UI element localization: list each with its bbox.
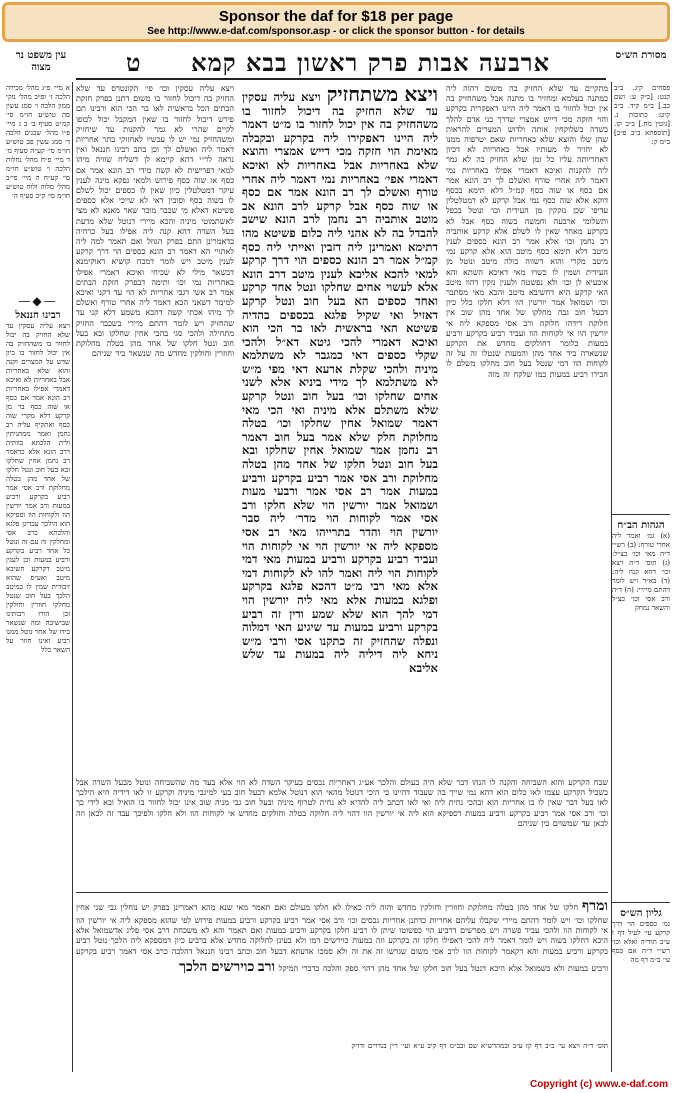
bottom-tosafot-body: חלקו של אחד מהן בטלה מחלוקת וחוזרין וחולקין מחדש והוה ליה כאילו לא חלקו מעולם ואם תאמר מאי שנא מהא דאמרינן בפרק יש נוחלין גבי שני אחין שחלקו וכו׳ ויש לומר דהתם מיירי שקבלו עליהם אחריות כדתנן אחריות נכסים וכו׳ ורב אסי אמר רביע בקרקע ורביע במעות פירוש לפי שהוא מספקא ליה אי יורשין הוו אי לקוחות הוו ולהכי עביד פשרה ויש מפרשים דרביע הוי כפשוטו שיתן לו רביע חלקו בקרקע ורביע במעות ואם תאמר והא לא משכחת דרב אסי פליג אדשמואל אלא היכא דחלקו בשוה ויש לומר דאמר ליה להכי דאפילו חלקו זה בקרקע וזה במעות כוירשים דמו ולא בעינן לחלוקה מחדש אלא ברביע כיון דמספקא ליה הלכך נוטל רביע בקרקע ורביע במעות והא דקאמר לקוחות הוו לרב אסי משום שגרשו זה את זה ולא סמכו אדעתא דבעל חוב וכתב רבינו חננאל דהלכה כרב אסי דאמר רביע בקרקע ורביע במעות ולא כשמואל אלא היכא דנטל בעל חוב חלקו של אחד מהן דהוי ספק והלכה כדברי המיקל <box>76 903 608 973</box>
bottom-tosafot-lead-3: כוירשים <box>211 958 255 975</box>
masoret-text: פסחים קיג. ב״ב קנט: [ב״ק ע: ושם כב.] ב״מ קיד. ב״ב קיט: כתובות נ. [גיטין מח.] ב״ב קז. [תוספתא ב״ב פ״ב] ב״מ ק: <box>614 84 670 146</box>
haggahot-text: (א) גמ׳ ואמר ליה אחרי טורף: (ב) רש״י ד״ה מאי וכו׳ כצ״ל: (ג) תוס׳ ד״ה ויצא וכו׳ דהא קנה ליה: (ד) בא״ד ויש לומר דהתם מיירי: (ה) ד״ה ורב אסי וכו׳ כצ״ל והשאר נמחק <box>612 532 670 612</box>
rashi-text: מתקיים עד שלא החזיק בה משום דהוה ליה כמתנה בעלמא ומחזיר בו מתנה אבל משהחזיק בה אין יכול לחזור בו דאמר ליה היינו דאפקרית בקרקע והוי חזקה מכי דייש אמצרי שדרך בני אדם להלך בשדה כשלוקחין אותה ולדוש המצרים להראות שהן שלו והוצא שלא באחריות שאם יטרפוה ממנו לא יחזיר לו מעותיו אבל באחריות לא דכיון דאחריותה עליו כל זמן שלא החזיק בה לא גמר ליה להקנות ואיכא דאמרי אפילו באחריות נמי דאמר ליה אחרי טורף ואשלם לך רב הונא אמר אם כסף או שוה כסף קמ״ל דלא תימא בכסף דוקא אלא שוה כסף נמי אבל קרקע לא דמטלטלין עדיפי שכן נזקקין מן העידית וכו׳ ונוטל בכפל ותשלומי ארבעה וחמשה בשוה כסף אבל לא בקרקע מאחר שאין לו לשלם אלא קרקע אותביה רב נחמן וכו׳ אלא אמר רב הונא כספים לענין מיטב דלא תימא כסף מיטב הוא אלא קרקע נמי מיטב מקרי והוא דשווה כולה מיטב ונוטל מן העידית ושמין לו כשויו מאי דאיכא השתא והא איבעיא לן וכו׳ ולא נפשטה ולענין נזקין דהוו מיטב האי קרקע היא דחשיבא מיטב והכא מאי מסתבר וכו׳ ושמואל אמר יורשין הוו דלא חלקו כלל כיון דבעל חוב גבה מחלקו של אחד מהן שוב אין חלוקה דידהו חלוקה ורב אסי מספקא ליה אי יורשין הוו אי לקוחות הוו ועביד רביע בקרקע ורביע במעות כלומר דחולקים מחדש את הקרקע שנשארה ביד אחד מהן והמעות שנטלו זה על זה לקוחות הוו דמי שנטל בעל חוב מחלקו משלם לו חבירו רביע במעות כמו שלקח זה מזה <box>446 84 608 379</box>
page-title: ארבעה אבות פרק ראשון בבא קמא <box>191 48 550 77</box>
gemara-lead-word: ויצא <box>404 84 438 106</box>
gemara-body: ויצא עליה עסקין עד שלא החזיק בה דיכול לחזור בו משהחזיק בה אין יכול לחזור בו מ״ט דאמר ליה היינו דאפקירו ליה בקרקע ובקבלה מאימת הוי חזקה מכי דייש אמצרי והוצא שלא באחריות אבל באחריות לא ואיכא דאמרי אפי׳ באחריות נמי דאמר ליה אחרי טורף ואשלם לך רב הונא אמר אם כסף או שוה כסף אבל קרקע לרב הונא אב מוטב אותביה רב נחמן לרב הונא שישב להבדל בה לא אהני ליה כלום פשיטא מהו דתימא ואמרינן ליה דזבין ואייתי ליה כסף קמ״ל אמר רב הונא כספים הוי דרך קרקע למאי להכא אליבא לענין מיטב דרב הונא אלא לעשוי אחים שחלקו ונטל אחד קרקע ואחד כספים הא בעל חוב ונטל קרקע דאזיל ואי שקיל פלגא בכספים בהדיה פשיטא האי בראשית לאו בר הכי הוא ואיכא דאמרי להכי גיטא דא״ל ולהכי שקלי כספים דאי כמגבר לא משתלמא מיניה ולהכי שקלת ארעא דאי מפי מ״ש לא משתלמא לך מידי ביניא אלא לשני אחים שחלקו וכו׳ בעל חוב ונטל קרקע שלא משתלם אלא מיניה ואי הכי מאי דאמר שמואל אחין שחלקו וכו׳ בטלה מחלוקת חלק שלא אמר בעל חוב דאמר רב נחמן אמר שמואל אחין שחלקו ובא בעל חוב ונטל חלקו של אחד מהן בטלה מחלוקת ורב אסי אמר רביע בקרקע ורביע במעות אמר רב אסי אמר ורבעי מעות ושמואל אמר יורשין הוי שלא חלקו ורב אסי אמר לקוחות הוי מדר׳ ליה סבר יורשין הוי והדר בתרייהו מאי רב אסי מספקא ליה אי יורשין הוי אי לקוחות הוי ועביד רביע בקרקע ורביע במעות מאי דמי לקוחות הוי ליה ואמר להו לא לקוחות דמי אלא מאי רבי מ״ט דהכא פלגא בקרקע ופלגא במעות אלא מאי ליה יורשין הוי דמי להך הוא שלא שמע ודין זה רביע בקרקע ורביע במעות עד שיגיע האי דמלוה ונפלה שהחזיק זה כתקנו אסי ורבי מ״ש ניחא ליה דיליה ליה במעות עד שלש אליבא <box>242 90 438 675</box>
rashi-column <box>446 84 608 774</box>
footer-notes <box>76 1042 608 1072</box>
gilyon-text: גמ׳ כספים הוי דרך קרקע עי׳ לעיל דף ז ע״ב תוד״ה ואלא וכו׳ רש״י ד״ה אם כסף עי׳ ב״מ דף מה <box>612 920 670 964</box>
sponsor-subtitle[interactable]: See http://www.e-daf.com/sponsor.asp - or click the sponsor button - for details <box>147 26 525 37</box>
gemara-text <box>242 84 438 676</box>
haggahot-heading: הגהות הב״ח <box>617 520 665 531</box>
sponsor-title[interactable]: Sponsor the daf for $18 per page <box>218 8 454 25</box>
divider-ornament: —◆— <box>18 294 58 308</box>
bottom-tosafot-lead-4: הלכך <box>179 958 208 975</box>
page-header <box>6 48 670 78</box>
masoret-header: מסורת הש״ס <box>615 50 667 61</box>
talmud-page <box>6 48 670 1078</box>
rabbeinu-chananel-column <box>6 310 70 1070</box>
gilyon-box <box>612 908 670 1038</box>
gemara-lead-word-2: משתחזיק <box>326 84 399 106</box>
masoret-column <box>614 84 670 324</box>
gilyon-heading: גליון הש״ס <box>620 908 662 919</box>
tosafot-column <box>76 84 234 774</box>
bottom-rashi-block <box>76 778 608 888</box>
ein-mishpat-header: עין משפט נר מצוה <box>15 50 67 73</box>
daf-number: ט <box>126 48 141 77</box>
sponsor-banner[interactable] <box>2 2 670 42</box>
divider-line <box>612 514 670 515</box>
divider-line <box>612 902 670 903</box>
haggahot-box <box>612 520 670 850</box>
header-rule <box>76 78 606 80</box>
bottom-tosafot-block <box>76 896 608 1038</box>
divider-line <box>611 82 612 1072</box>
bottom-rashi-text: שבח הקרקע והוא השביחה והקנה לו הנהו דבר שלא היה בעולם והלכך אע״ג דאחריות נכסים בעיקר השדה לא הוי אלא בעד מה שהשביחה ונוטל מבעל השדה אבל בשביל הקרקע עצמו לאו כלום הוא דהא נמי שייך בה שעבוד דהיינו כי היכי דנוטל מהאי הוא דנוטל אלמא דבעל חוב בעי למיגבי מיניה וקרקע זו לאו דידיה היא הילכך לאו בעל דבר שאין לו בו אחריות הוא ובהכי נחית ליה ואי לאו דכתב ליה להדיא לא נחית לטרוף מיניה ובעל חוב גבי מניה שוב אינו יכול לחזור בו הואיל ובא לידי כך וכו׳ ורב אסי אמר רביע בקרקע ורביע במעות דספיקא הוא ליה אי יורשין הוו דהוי ליה חלוקה בטלה וחולקים מחדש אי לקוחות הוו ולא חלקו ולפיכך עבד זה לכאן וזה לכאן עד שמשוים בין שניהם <box>76 778 608 828</box>
rabbeinu-chananel-heading: רבינו חננאל <box>15 310 61 321</box>
copyright-link[interactable]: Copyright (c) www.e-daf.com <box>530 1079 668 1090</box>
bottom-tosafot-text <box>76 896 608 977</box>
ein-mishpat-text: א מיי׳ פ״ג מהל׳ מכירה הלכה ז׳ ופ״ב מהל׳ נזקי ממון הלכה ו׳ סמג עשין סה טוש״ע חו״מ סי׳ קמ״ט סעיף ב׳ ב ג מיי׳ פ״ו מהל׳ שכנים הלכה ד׳ סמג עשין פב טוש״ע חו״מ סי׳ קע״ה סעיף מ׳ ד מיי׳ פ״ח מהל׳ נחלות הלכה ו׳ טוש״ע חו״מ סי׳ קע״ח ה מיי׳ פי״ב מהל׳ מלוה ולוה טוש״ע חו״מ סי׳ ק״ב סעיף ה׳ <box>6 84 70 200</box>
ein-mishpat-column <box>6 84 70 284</box>
divider-line <box>72 82 73 1072</box>
tosafot-text: ויצא עליה עסקין וכו׳ פי׳ הקונטרס עד שלא החזיק בה דיכול לחזור בו משום דתנן בפרק חזקת הבתים הכל בראשית לאו בר הכי הוא ורבינו תם פירש דיכול לחזור בו שאין המקבל יכול לכופו לקיים שהרי לא גמר להקנות עד שיחזיק ומשהחזיק נמי יש לו עכשיו לאחזוקי בתר אחריות דאמר ליה ואשלם לך וכן כתב רבינו חננאל ואין נראה לר״י דהא קיימא לן דשליח שוויה מיהו למאי דפרישית לא קשה מידי רב הונא אמר אם כסף או שוה כסף פירוש ולמאי נפקא מינה לענין עיקר דמטלטלין כיון שאין לו כספים יכול לשלם לו בשוה כסף וסובין דאי לא שייכי אלא כספים פשיטא דאלא מי שכבר מוכר שאר מאנא לא מצי לאשתמוטי מיניה והכא מיירי דנוטל שלא מדעת בעל השדה דהא קנה ליה אפילו בעל כרחיה כדאמרינן התם בפרק הגוזל ואם תאמר למה ליה לאתויי הא דאמר רב הונא כספים הוי דרך קרקע לענין מיטב ויש לומר דמכח קושיא דאוקימנא דבשאר מילי לא שכיחי ואיכא דאמרי אפילו באחריות נמי וכו׳ ותימה דבפרק חזקת הבתים אמר רב אשי דגבי אחריות לא הוי עד דקני ואיכא למימר דשאני הכא דאמר ליה אחרי טורף ואשלם לך מיהו אכתי קשה דהכא משמע דלא קני עד שהחזיק ויש לומר דהתם מיירי בשכבר החזיק מתחילה ולהכי סגי בהכי אחין שחלקו ובא בעל חוב ונטל חלקו של אחד מהן בטלה מחלוקת וחוזרין וחולקין מחדש מה שנשאר ביד שניהם <box>76 84 234 359</box>
rabbeinu-chananel-text: ויצא עליה עסקין עד שלא החזיק בה יכול לחזור בו משהחזיק בה אין יכול לחזור בו כיון שדש על המצרים וקנה והוא שלא באחריות אבל באחריות לא ואיכא דאמרי אפילו באחריות רב הונא אמר אם כסף או שוה כסף בר מן קרקע דלא מקרי שוה כסף ואתקיף עליה רב נחמן ואמר ממתניתין ולית הלכתא כוותיה דרב הונא אלא כדאמר רב נחמן אחין שחלקו ובא בעל חוב ונטל חלקו של אחד מהן בטלה מחלוקת ורב אסי אמר רביע בקרקע ורביע במעות ורב אמר יורשין הוו ולקוחות הוו וספיקא הוא הילכך עבדינן פלגא והלכתא כרב אסי ומחלקין זה עם זה ונוטל כל אחד רביע בקרקע ורביע במעות וכן לענין מיטב דקרקע חשיבא מיטב ואע״פ שהוא זיבורית שמין לו כמיטב הלכך בעל חוב שנטל מחלקו חוזרין וחולקין וכן הורו רבותינו שבישיבה ומה שנשאר בידו של אחר נוטל ממנו רביע ואינו חוזר על השאר כלל <box>6 322 70 654</box>
bottom-tosafot-lead: ומרף <box>581 898 608 914</box>
bottom-tosafot-lead-2: ורב <box>257 958 276 975</box>
footer-notes-text: תוס׳ ד״ה ויצא עי׳ ב״ב דף קז ע״ב ובמהרש״א שם ובב״מ דף קיב ע״א ועי׳ ר״ן בנדרים ודו״ק <box>351 1042 608 1050</box>
gemara-block <box>242 84 438 764</box>
divider-line <box>76 892 608 893</box>
